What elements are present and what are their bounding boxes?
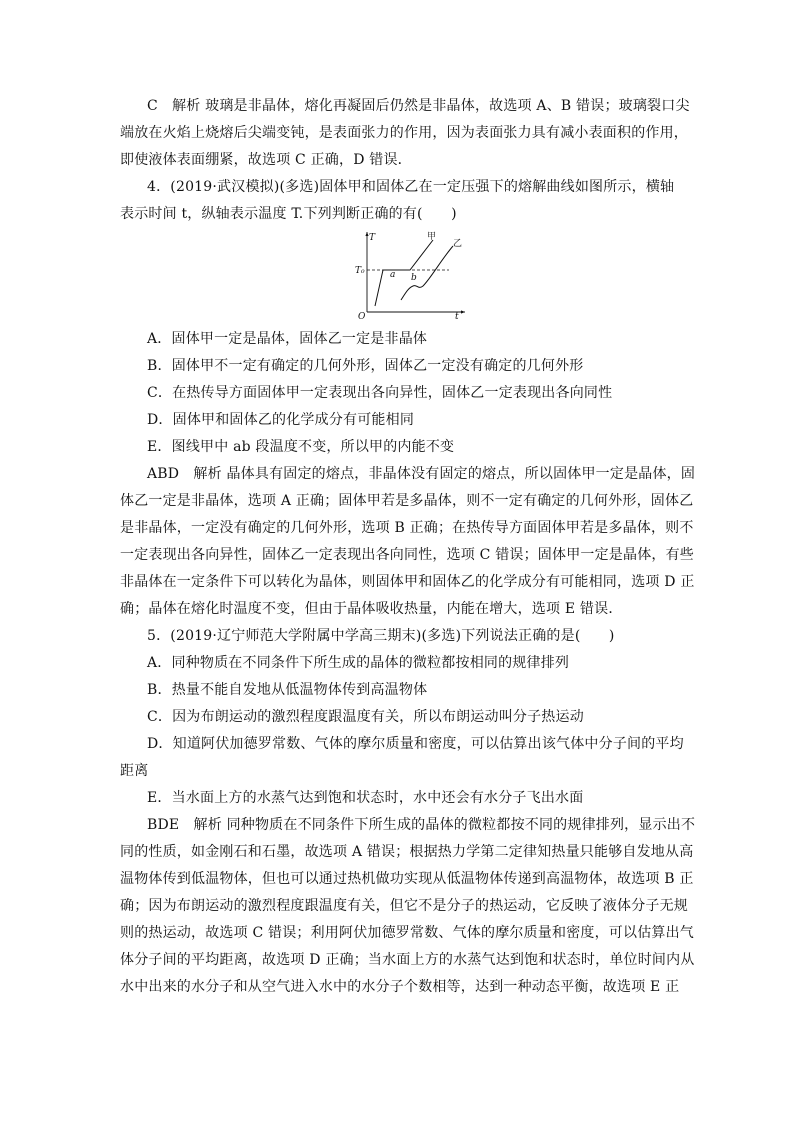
q5-option-a: A．同种物质在不同条件下所生成的晶体的微粒都按相同的规律排列 [147, 655, 570, 671]
q4-option-a: A．固体甲一定是晶体，固体乙一定是非晶体 [147, 331, 428, 347]
melting-curve-figure [355, 228, 470, 320]
curve-yi [401, 246, 453, 300]
point-b-label: b [411, 273, 417, 283]
q4-analysis-line-1: ABD 解析 晶体具有固定的熔点，非晶体没有固定的熔点，所以固体甲一定是晶体，固 [147, 466, 696, 482]
q4-option-e: E．图线甲中 ab 段温度不变，所以甲的内能不变 [147, 439, 455, 455]
q5-analysis-line-1: BDE 解析 同种物质在不同条件下所生成的晶体的微粒都按不同的规律排列，显示出不 [147, 817, 696, 833]
q4-option-c: C．在热传导方面固体甲一定表现出各向异性，固体乙一定表现出各向同性 [147, 385, 613, 401]
axis-label-time: t [455, 312, 459, 320]
q4-analysis-line-6: 确；晶体在熔化时温度不变，但由于晶体吸收热量，内能在增大，选项 E 错误． [120, 601, 623, 617]
q4-analysis-line-2: 体乙一定是非晶体，选项 A 正确；固体甲若是多晶体，则不一定有确定的几何外形，固体乙 [120, 493, 694, 509]
axis-label-t: T [369, 233, 376, 243]
point-a-label: a [390, 270, 396, 280]
q3-analysis-line-2: 端放在火焰上烧熔后尖端变钝，是表面张力的作用，因为表面张力具有减小表面积的作用， [120, 125, 688, 141]
q4-stem-line-2: 表示时间 t，纵轴表示温度 T.下列判断正确的有( ) [120, 206, 457, 222]
q5-analysis-line-2: 同的性质，如金刚石和石墨，故选项 A 错误；根据热力学第二定律知热量只能够自发地从高 [120, 844, 694, 860]
q4-analysis-line-4: 一定表现出各向异性，固体乙一定表现出各向同性，选项 C 错误；固体甲一定是晶体，有些 [120, 547, 695, 563]
curve-yi-label: 乙 [453, 239, 463, 249]
q5-stem: 5．(2019·辽宁师范大学附属中学高三期末)(多选)下列说法正确的是( ) [147, 628, 615, 644]
q5-analysis-line-5: 则的热运动，故选项 C 错误；利用阿伏加德罗常数、气体的摩尔质量和密度，可以估算出气 [120, 925, 695, 941]
t0-label: T₀ [355, 266, 365, 276]
q3-analysis-line-1: C 解析 玻璃是非晶体，熔化再凝固后仍然是非晶体，故选项 A、B 错误；玻璃裂口尖 [147, 98, 690, 114]
q4-option-d: D．固体甲和固体乙的化学成分有可能相同 [147, 412, 415, 428]
time-axis-arrow [461, 310, 465, 313]
q5-option-b: B．热量不能自发地从低温物体传到高温物体 [147, 682, 428, 698]
melting-curve-svg [355, 228, 470, 320]
q4-option-b: B．固体甲不一定有确定的几何外形，固体乙一定没有确定的几何外形 [147, 358, 584, 374]
q4-analysis-line-5: 非晶体在一定条件下可以转化为晶体，则固体甲和固体乙的化学成分有可能相同，选项 D 正 [120, 574, 695, 590]
q4-stem-line-1: 4．(2019·武汉模拟)(多选)固体甲和固体乙在一定压强下的熔解曲线如图所示，横轴 [147, 179, 675, 195]
curve-jia-label: 甲 [427, 232, 437, 242]
origin-label: O [358, 312, 366, 320]
q5-analysis-line-3: 温物体传到低温物体，但也可以通过热机做功实现从低温物体传递到高温物体，故选项 B 正 [120, 871, 694, 887]
q5-analysis-line-7: 水中出来的水分子和从空气进入水中的水分子个数相等，达到一种动态平衡，故选项 E 正 [120, 979, 680, 995]
q5-option-d: D．知道阿伏加德罗常数、气体的摩尔质量和密度，可以估算出该气体中分子间的平均 [147, 736, 684, 752]
q5-option-e: E．当水面上方的水蒸气达到饱和状态时，水中还会有水分子飞出水面 [147, 790, 584, 806]
q5-analysis-line-4: 确；因为布朗运动的激烈程度跟温度有关，但它不是分子的热运动，它反映了液体分子无规 [120, 898, 688, 914]
q5-option-c: C．因为布朗运动的激烈程度跟温度有关，所以布朗运动叫分子热运动 [147, 709, 584, 725]
q5-option-d-cont: 距离 [120, 763, 149, 779]
q4-analysis-line-3: 是非晶体，一定没有确定的几何外形，选项 B 正确；在热传导方面固体甲若是多晶体，则不 [120, 520, 694, 536]
q5-analysis-line-6: 体分子间的平均距离，故选项 D 正确；当水面上方的水蒸气达到饱和状态时，单位时间内从 [120, 952, 695, 968]
q3-analysis-line-3: 即使液体表面绷紧，故选项 C 正确，D 错误． [120, 152, 412, 168]
